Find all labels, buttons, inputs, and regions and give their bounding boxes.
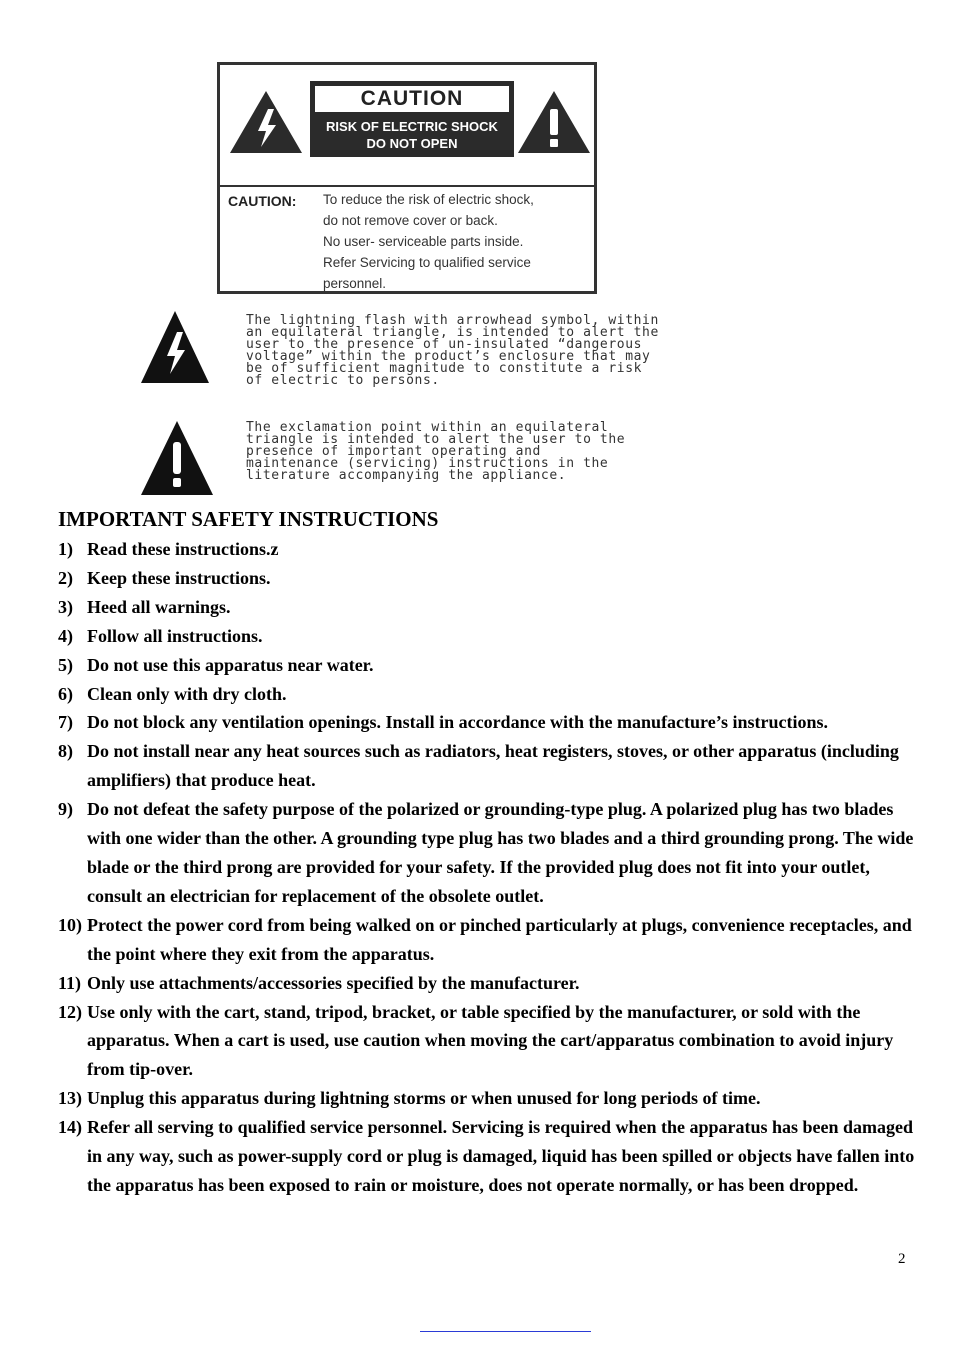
item-text: Refer all serving to qualified service personnel. Servicing is required when the apparatus has been damaged in any way, such as power-supply cord or plug is damaged, liquid has been spilled or objects have fallen into the apparatus has been exposed to rain or moisture, does not operate normally, or has been dropped.	[87, 1117, 915, 1195]
item-text: Follow all instructions.	[87, 625, 263, 646]
item-text: Unplug this apparatus during lightning storms or when unused for long periods of time.	[87, 1088, 761, 1109]
item-text: Do not block any ventilation openings. Install in accordance with the manufacture’s instructions.	[87, 712, 829, 733]
item-text: Do not use this apparatus near water.	[87, 654, 374, 675]
list-item	[58, 708, 918, 737]
explanation-line: user to the presence of un-insulated “dangerous	[246, 337, 643, 352]
item-number: 6)	[58, 683, 73, 704]
list-item	[58, 737, 918, 795]
list-item	[58, 1113, 918, 1200]
list-item	[58, 622, 918, 651]
caution-banner-subtitle	[310, 118, 514, 152]
caution-text-line: do not remove cover or back.	[323, 213, 498, 228]
list-item	[58, 998, 918, 1085]
exclamation-symbol-explanation	[246, 422, 625, 482]
item-number: 12)	[58, 1001, 82, 1022]
list-item	[58, 593, 918, 622]
item-number: 3)	[58, 596, 73, 617]
item-number: 13)	[58, 1088, 82, 1109]
caution-text-line: No user- serviceable parts inside.	[323, 234, 524, 249]
explanation-line: triangle is intended to alert the user to the	[246, 432, 626, 447]
item-number: 9)	[58, 799, 73, 820]
caution-banner-line: RISK OF ELECTRIC SHOCK	[326, 119, 498, 134]
item-text: Read these instructions.z	[87, 539, 279, 559]
list-item	[58, 564, 918, 593]
item-number: 14)	[58, 1117, 82, 1138]
explanation-line: The exclamation point within an equilateral	[246, 420, 609, 435]
list-item	[58, 969, 918, 998]
explanation-line: an equilateral triangle, is intended to alert the	[246, 325, 659, 340]
safety-instructions-heading: IMPORTANT SAFETY INSTRUCTIONS	[58, 507, 439, 531]
item-number: 11)	[58, 972, 82, 993]
item-number: 1)	[58, 539, 73, 559]
list-item	[58, 1084, 918, 1113]
item-text: Use only with the cart, stand, tripod, bracket, or table specified by the manufacturer, or sold with the apparatus. When a cart is used, use caution when moving the cart/apparatus combination to avoid injury from tip-over.	[87, 1001, 894, 1080]
item-number: 2)	[58, 567, 73, 588]
explanation-line: literature accompanying the appliance.	[246, 468, 567, 483]
exclamation-triangle-icon	[516, 89, 592, 155]
item-text: Keep these instructions.	[87, 567, 271, 588]
item-text: Do not install near any heat sources such as radiators, heat registers, stoves, or other apparatus (including amplifiers) that produce heat.	[87, 741, 899, 791]
explanation-line: voltage” within the product’s enclosure that may	[246, 349, 651, 364]
lightning-triangle-icon	[228, 89, 304, 155]
caution-banner-title: CAUTION	[315, 86, 509, 112]
item-number: 7)	[58, 712, 73, 733]
explanation-line: be of sufficient magnitude to constitute a risk	[246, 361, 643, 376]
caution-text-line: To reduce the risk of electric shock,	[323, 192, 534, 207]
caution-text-line: Refer Servicing to qualified service	[323, 255, 531, 270]
caution-banner	[310, 81, 514, 157]
explanation-line: The lightning flash with arrowhead symbol, within	[246, 313, 659, 328]
lightning-triangle-icon	[140, 310, 210, 384]
item-text: Heed all warnings.	[87, 596, 231, 617]
caution-banner-line: DO NOT OPEN	[366, 136, 458, 151]
list-item	[58, 651, 918, 680]
caution-text-line: personnel.	[323, 276, 387, 291]
list-item	[58, 535, 918, 564]
list-item	[58, 680, 918, 709]
caution-label-box	[217, 62, 597, 294]
explanation-line: presence of important operating and	[246, 444, 541, 459]
item-number: 4)	[58, 625, 73, 646]
caution-header	[220, 65, 594, 187]
explanation-line: maintenance (servicing) instructions in the	[246, 456, 609, 471]
exclamation-triangle-icon	[140, 420, 214, 496]
explanation-line: of electric to persons.	[246, 373, 440, 388]
page-number: 2	[898, 1251, 906, 1267]
item-text: Protect the power cord from being walked on or pinched particularly at plugs, convenience receptacles, and the point where they exit from the apparatus.	[87, 914, 912, 964]
list-item	[58, 911, 918, 969]
safety-instructions-list	[58, 535, 918, 1200]
item-number: 8)	[58, 741, 73, 762]
item-number: 5)	[58, 654, 73, 675]
item-text: Do not defeat the safety purpose of the polarized or grounding-type plug. A polarized plug has two blades with one wider than the other. A grounding type plug has two blades and a third grounding prong. The wide blade or the third prong are provided for your safety. If the provided plug does not fit into your outlet, consult an electrician for replacement of the obsolete outlet.	[87, 799, 914, 906]
list-item	[58, 795, 918, 911]
item-text: Clean only with dry cloth.	[87, 683, 287, 704]
footer-link-underline	[420, 1331, 591, 1332]
caution-label: CAUTION:	[228, 193, 297, 209]
caution-text	[323, 189, 593, 294]
lightning-symbol-explanation	[246, 315, 659, 387]
item-number: 10)	[58, 914, 82, 935]
item-text: Only use attachments/accessories specified by the manufacturer.	[87, 972, 580, 993]
